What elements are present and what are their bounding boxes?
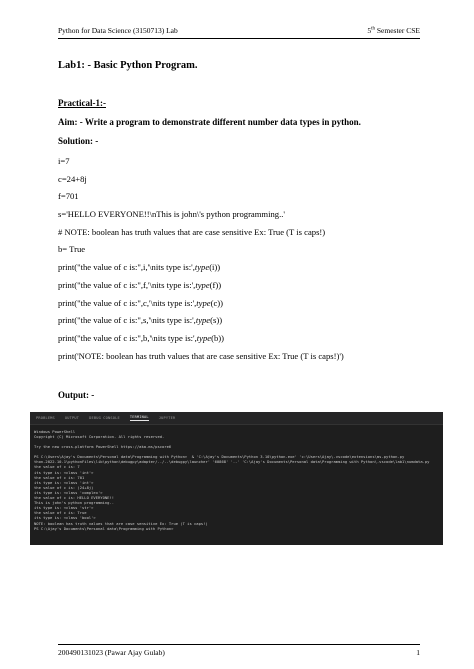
- terminal-line: its type is: <class 'int'>: [34, 479, 94, 485]
- code-line: s='HELLO EVERYONE!!\nThis is john\'s python programming..': [58, 209, 285, 220]
- output-heading: Output: -: [58, 390, 95, 400]
- header-semester-suffix: th: [371, 26, 375, 32]
- terminal-line: its type is: <class 'bool'>: [34, 515, 96, 521]
- print-line: [58, 295, 344, 313]
- terminal-line: thon-2022.10.1\pythonFiles\lib\python\debugpy\adapter/../..\debugpy\launcher' '60868' '--' 'C:\Ajay's Documents\Personal data\Programming with Python\.vscode\lab1\numdata.py: [34, 459, 430, 465]
- lab-title: Lab1: - Basic Python Program.: [58, 60, 198, 71]
- terminal-line: This is john's python programming..: [34, 500, 115, 506]
- page-footer: [58, 644, 420, 657]
- page-header: [58, 26, 420, 39]
- terminal-line: Windows PowerShell: [34, 429, 76, 434]
- header-course: Python for Data Science (3150713) Lab: [58, 26, 178, 35]
- print-line-args: (c)): [210, 297, 224, 308]
- terminal-line: its type is: <class 'str'>: [34, 505, 94, 511]
- footer-page-number: 1: [416, 648, 420, 657]
- print-line-function: type: [196, 332, 212, 343]
- terminal-line: PS C:\Users\Ajay's Documents\Personal data\Programming with Python> & 'C:\Ajay's Documents\Python 3.10\python.exe' 'c:\Users\Ajay\.vscode\extensions\ms-python.py: [34, 454, 405, 460]
- print-line-text: print("the value of c is:",f,'\nits type is:',: [58, 279, 196, 290]
- print-line-text: print("the value of c is:",i,'\nits type is:',: [58, 262, 195, 273]
- practical-heading: Practical-1:-: [58, 98, 106, 108]
- print-line-args: (i)): [209, 262, 221, 273]
- note-print-line: print('NOTE: boolean has truth values that are case sensitive Ex: True (T is caps!)'): [58, 350, 344, 361]
- terminal-line: the value of c is: 701: [34, 474, 85, 480]
- terminal-line: the value of c is: (24+8j): [34, 484, 94, 490]
- aim-text: Aim: - Write a program to demonstrate different number data types in python.: [58, 117, 361, 127]
- terminal-line: NOTE: boolean has truth values that are case sensitive Ex: True (T is caps!): [34, 520, 208, 526]
- terminal-line: the value of c is: HELLO EVERYONE!!: [34, 495, 115, 501]
- print-line: [58, 277, 344, 295]
- code-line: # NOTE: boolean has truth values that are case sensitive Ex: True (T is caps!): [58, 226, 326, 237]
- terminal-tab-terminal: TERMINAL: [129, 415, 149, 419]
- print-line: [58, 330, 344, 348]
- terminal-tab-output: OUTPUT: [64, 416, 80, 420]
- terminal-line: Try the new cross-platform PowerShell https://aka.ms/pscore6: [34, 444, 172, 450]
- terminal-line: the value of c is: 7: [34, 464, 80, 470]
- print-line-function: type: [194, 262, 210, 273]
- header-semester-text: Semester CSE: [375, 26, 420, 35]
- code-listing: [58, 153, 344, 365]
- terminal-output: [30, 425, 443, 531]
- print-line-function: type: [196, 297, 211, 308]
- solution-heading: Solution: -: [58, 136, 99, 146]
- code-line: i=7: [58, 156, 70, 166]
- terminal-screenshot: [30, 412, 443, 545]
- header-semester: [367, 26, 420, 35]
- footer-student: 200490131023 (Pawar Ajay Gulab): [58, 648, 165, 657]
- terminal-tab-problems: PROBLEMS: [36, 416, 55, 420]
- code-line: b= True: [58, 244, 86, 255]
- print-line-args: (f)): [209, 279, 222, 290]
- print-line-text: print("the value of c is:",s,'\nits type is:',: [58, 315, 196, 326]
- header-semester-number: 5: [367, 26, 372, 35]
- terminal-line: its type is: <class 'complex'>: [34, 489, 103, 495]
- print-line-function: type: [195, 279, 210, 290]
- print-line-text: print("the value of c is:",b,'\nits type is:',: [58, 332, 197, 343]
- terminal-line: Copyright (C) Microsoft Corporation. All rights reserved.: [34, 434, 165, 440]
- print-line-args: (s)): [210, 315, 223, 326]
- print-line: [58, 259, 344, 277]
- terminal-tab-debug-console: DEBUG CONSOLE: [89, 416, 120, 420]
- print-line-function: type: [195, 315, 211, 326]
- terminal-tab-bar: [30, 412, 443, 425]
- code-line: c=24+8j: [58, 173, 87, 184]
- print-line-args: (b)): [211, 332, 224, 343]
- terminal-line: its type is: <class 'int'>: [34, 469, 94, 475]
- terminal-tab-jupyter: JUPYTER: [158, 416, 176, 420]
- code-line: f=701: [58, 191, 79, 202]
- print-line: [58, 312, 344, 330]
- print-line-text: print("the value of c is:",c,'\nits type is:',: [58, 297, 197, 308]
- terminal-line: PS C:\Ajay's Documents\Personal data\Programming with Python>: [34, 525, 174, 531]
- terminal-line: the value of c is: True: [34, 510, 87, 516]
